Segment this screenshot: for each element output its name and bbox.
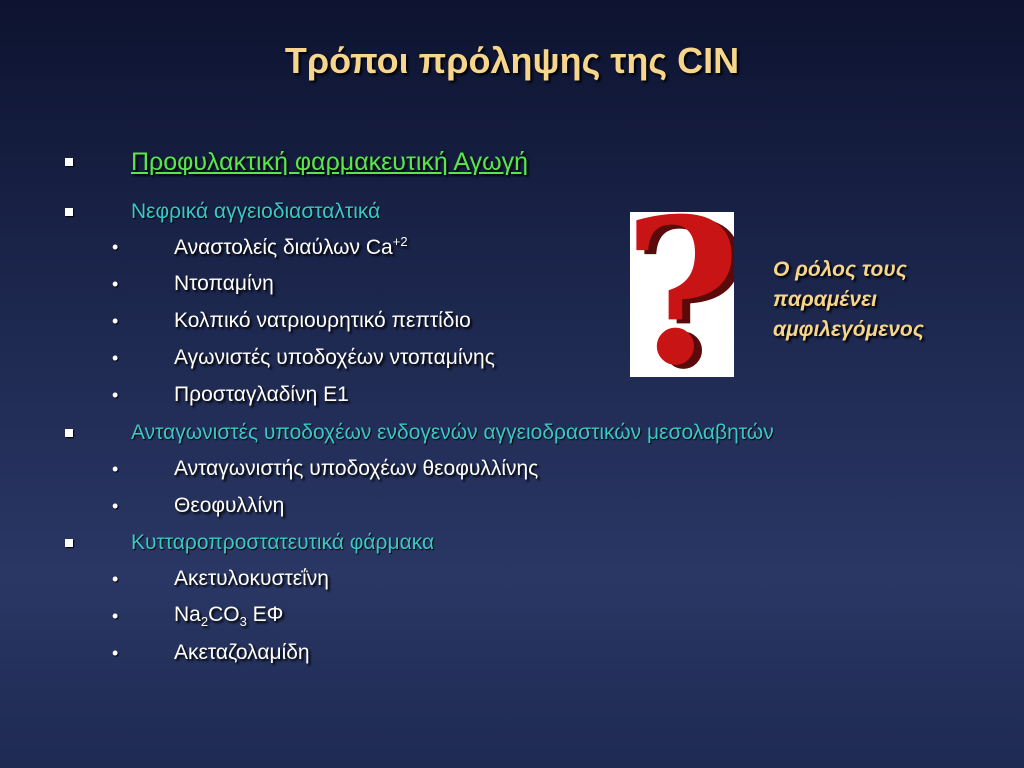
list-item-text: Αγωνιστές υποδοχέων ντοπαμίνης — [174, 346, 495, 369]
square-bullet-icon — [65, 208, 73, 216]
dot-bullet-icon: • — [112, 310, 119, 331]
square-bullet-icon — [65, 429, 73, 437]
list-item-text: $Na_2CO_3$ ΕΦ — [174, 602, 284, 630]
dot-bullet-icon: • — [112, 236, 119, 257]
question-mark-icon — [630, 212, 734, 377]
section2-label: Ανταγωνιστές υποδοχέων ενδογενών αγγειοδραστικών μεσολαβητών — [131, 421, 774, 444]
question-mark-image — [630, 212, 734, 377]
square-bullet-icon — [65, 539, 73, 547]
slide-title: Τρόποι πρόληψης της CIN — [284, 40, 740, 81]
list-item-text: Κολπικό νατριουρητικό πεπτίδιο — [174, 309, 471, 332]
square-bullet-icon — [65, 158, 73, 166]
list-item-text: Προσταγλαδίνη E1 — [174, 383, 349, 406]
list-item-text: Θεοφυλλίνη — [174, 494, 285, 517]
dot-bullet-icon: • — [112, 568, 119, 589]
dot-bullet-icon: • — [112, 642, 119, 663]
list-item-text: Ακετυλοκυστεΐνη — [174, 567, 329, 590]
dot-bullet-icon: • — [112, 384, 119, 405]
note-line-1: Ο ρόλος τους — [773, 258, 907, 281]
section-heading: Προφυλακτική φαρμακευτική Αγωγή — [131, 147, 529, 176]
list-item-text: Αναστολείς διαύλων $Ca^{+2}$ — [174, 234, 408, 259]
dot-bullet-icon: • — [112, 347, 119, 368]
dot-bullet-icon: • — [112, 458, 119, 479]
list-item-text: Ντοπαμίνη — [174, 272, 274, 295]
dot-bullet-icon: • — [112, 495, 119, 516]
dot-bullet-icon: • — [112, 605, 119, 626]
list-item-text: Ακεταζολαμίδη — [174, 641, 310, 664]
section3-label: Κυτταροπροστατευτικά φάρμακα — [131, 531, 435, 554]
list-item-text: Ανταγωνιστής υποδοχέων θεοφυλλίνης — [174, 457, 539, 480]
side-note — [773, 255, 1003, 345]
question-mark-glyph — [630, 212, 734, 377]
dot-bullet-icon: • — [112, 273, 119, 294]
note-line-3: αμφιλεγόμενος — [773, 318, 924, 341]
section1-label: Νεφρικά αγγειοδιασταλτικά — [131, 200, 381, 223]
note-line-2: παραμένει — [773, 288, 877, 311]
